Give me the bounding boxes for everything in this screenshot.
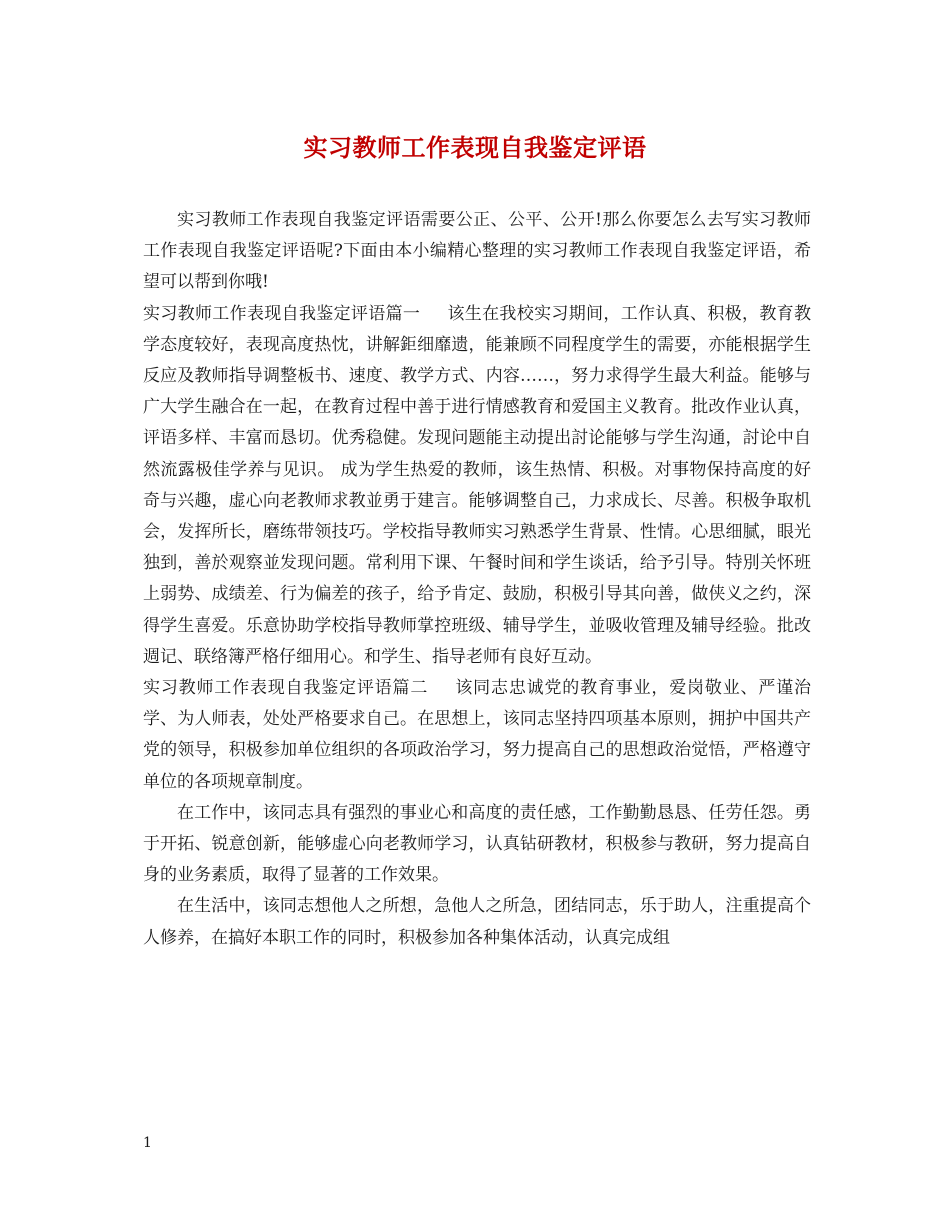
page-number: 1: [143, 1135, 152, 1151]
section-one-heading: 实习教师工作表现自我鉴定评语篇一: [143, 303, 421, 324]
document-title: 实习教师工作表现自我鉴定评语: [303, 133, 647, 162]
intro-paragraph: 实习教师工作表现自我鉴定评语需要公正、公平、公开!那么你要怎么去写实习教师工作表现自我鉴定评语呢?下面由本小编精心整理的实习教师工作表现自我鉴定评语，希望可以帮到你哦!: [143, 210, 811, 293]
work-paragraph: 在工作中，该同志具有强烈的事业心和高度的责任感，工作勤勤恳恳、任劳任怨。勇于开拓、锐意创新，能够虚心向老教师学习，认真钻研教材，积极参与教研，努力提高自身的业务素质，取得了显著的工作效果。: [143, 802, 811, 886]
document-body: [143, 205, 811, 954]
section-two-paragraph: [143, 673, 811, 798]
section-two-heading: 实习教师工作表现自我鉴定评语篇二: [143, 678, 429, 699]
section-one-body: 该生在我校实习期间，工作认真、积极，教育教学态度较好，表现高度热忱，讲解鉅细靡遗，能兼顾不同程度学生的需要，亦能根据学生反应及教师指导调整板书、速度、教学方式、内容……，努力求得学生最大利益。能够与广大学生融合在一起，在教育过程中善于进行情感教育和爱国主义教育。批改作业认真，评语多样、丰富而恳切。优秀稳健。发现问题能主动提出討论能够与学生沟通，討论中自然流露极佳学养与见识。 成为学生热爱的教师，该生热情、积极。对事物保持高度的好奇与兴趣，虚心向老教师求教並勇于建言。能够调整自己，力求成长、尽善。积极争取机会，发挥所长，磨练带领技巧。学校指导教师实习熟悉学生背景、性情。心思细腻，眼光独到，善於观察並发现问题。常利用下课、午餐时间和学生谈话，给予引导。特別关怀班上弱势、成绩差、行为偏差的孩子，给予肯定、鼓励，积极引导其向善，做侠义之约，深得学生喜爱。乐意协助学校指导教师掌控班级、辅导学生，並吸收管理及辅导经验。批改週记、联络簿严格仔细用心。和学生、指导老师有良好互动。: [143, 303, 811, 667]
section-one-paragraph: [143, 299, 811, 673]
section-two-body: 该同志忠诚党的教育事业，爱岗敬业、严谨治学、为人师表，处处严格要求自己。在思想上，该同志坚持四项基本原则，拥护中国共产党的领导，积极参加单位组织的各项政治学习，努力提高自己的思想政治觉悟，严格遵守单位的各项规章制度。: [143, 678, 811, 792]
life-paragraph: 在生活中，该同志想他人之所想，急他人之所急，团结同志，乐于助人，注重提高个人修养，在搞好本职工作的同时，积极参加各种集体活动，认真完成组: [143, 896, 811, 948]
